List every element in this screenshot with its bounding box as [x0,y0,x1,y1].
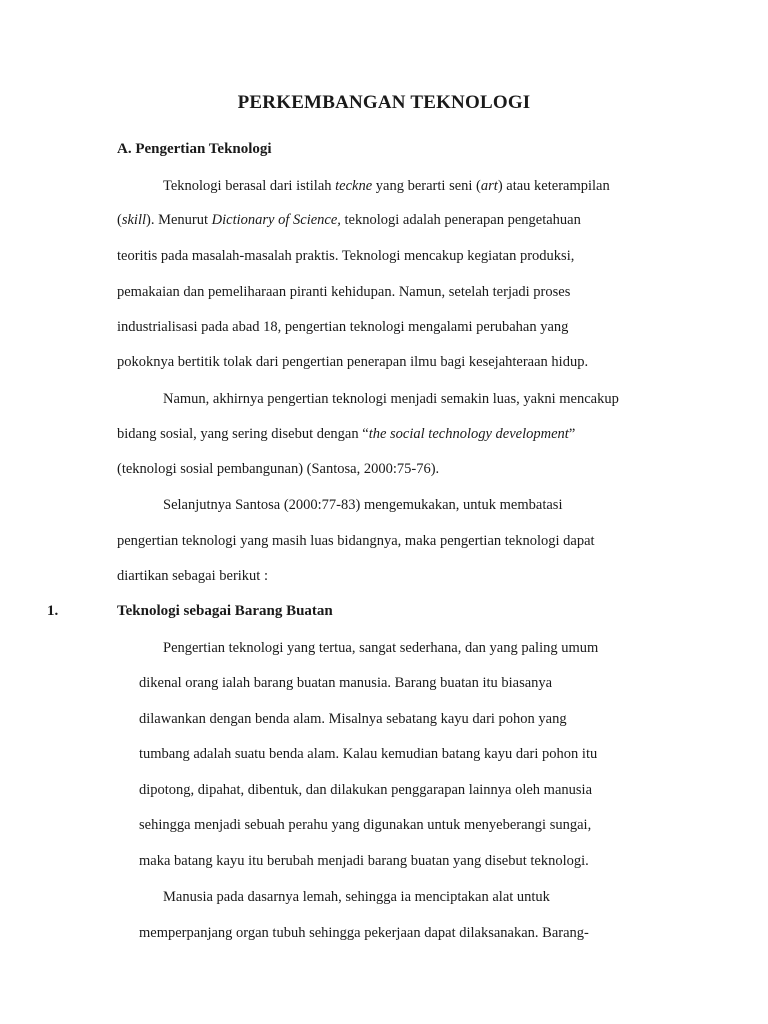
paragraph-line: pengertian teknologi yang masih luas bidangnya, maka pengertian teknologi dapat [117,533,595,549]
paragraph-line: (teknologi sosial pembangunan) (Santosa, 2000:75-76). [117,461,440,477]
paragraph-line: pokoknya bertitik tolak dari pengertian penerapan ilmu bagi kesejahteraan hidup. [117,354,589,370]
paragraph-line: Namun, akhirnya pengertian teknologi menjadi semakin luas, yakni mencakup [163,391,619,407]
paragraph-line: Teknologi berasal dari istilah teckne yang berarti seni (art) atau keterampilan [163,178,610,194]
paragraph-line: sehingga menjadi sebuah perahu yang digunakan untuk menyeberangi sungai, [139,817,592,833]
paragraph-line: Manusia pada dasarnya lemah, sehingga ia menciptakan alat untuk [163,889,550,905]
subsection-heading: Teknologi sebagai Barang Buatan [117,603,333,619]
paragraph-line: (skill). Menurut Dictionary of Science, teknologi adalah penerapan pengetahuan [117,212,581,228]
paragraph-line: tumbang adalah suatu benda alam. Kalau kemudian batang kayu dari pohon itu [139,746,598,762]
paragraph-line: dipotong, dipahat, dibentuk, dan dilakukan penggarapan lainnya oleh manusia [139,782,593,798]
paragraph-line: dilawankan dengan benda alam. Misalnya sebatang kayu dari pohon yang [139,711,567,727]
paragraph-line: teoritis pada masalah-masalah praktis. Teknologi mencakup kegiatan produksi, [117,248,575,264]
paragraph-line: diartikan sebagai berikut : [117,568,268,584]
paragraph-line: industrialisasi pada abad 18, pengertian teknologi mengalami perubahan yang [117,319,569,335]
paragraph-line: memperpanjang organ tubuh sehingga pekerjaan dapat dilaksanakan. Barang- [139,925,589,941]
list-item-number: 1. [47,603,59,619]
paragraph-line: Selanjutnya Santosa (2000:77-83) mengemukakan, untuk membatasi [163,497,563,513]
paragraph-line: bidang sosial, yang sering disebut dengan “the social technology development” [117,426,576,442]
paragraph-line: pemakaian dan pemeliharaan piranti kehidupan. Namun, setelah terjadi proses [117,284,571,300]
paragraph-line: maka batang kayu itu berubah menjadi barang buatan yang disebut teknologi. [139,853,589,869]
section-heading-a: A. Pengertian Teknologi [117,141,272,157]
paragraph-line: Pengertian teknologi yang tertua, sangat sederhana, dan yang paling umum [163,640,599,656]
paragraph-line: dikenal orang ialah barang buatan manusia. Barang buatan itu biasanya [139,675,553,691]
page-title: PERKEMBANGAN TEKNOLOGI [237,92,531,113]
